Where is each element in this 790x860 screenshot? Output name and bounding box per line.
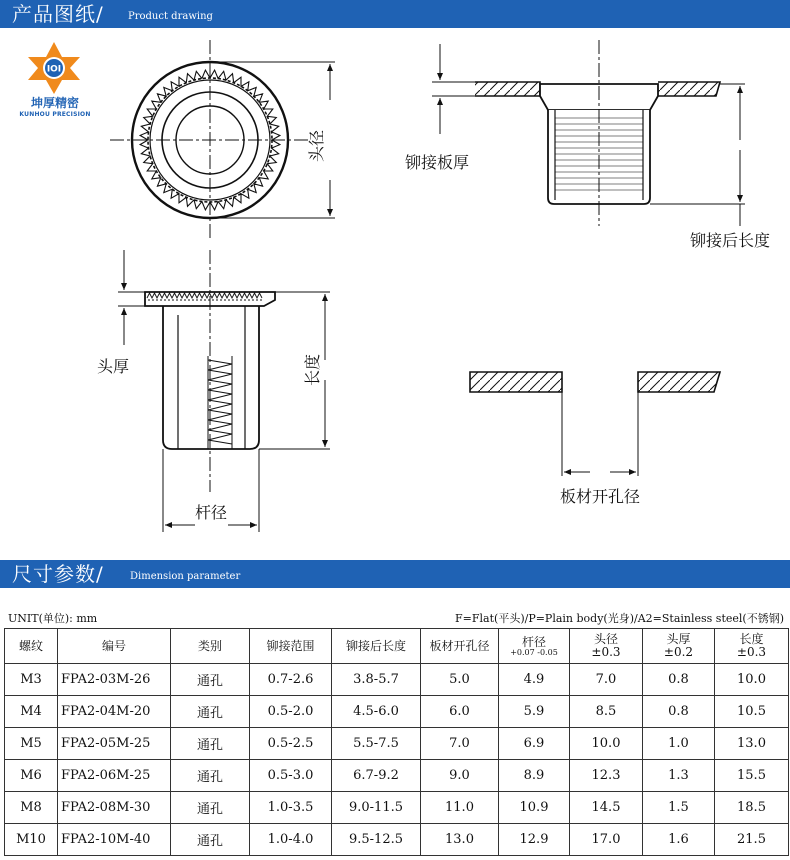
table-header-row bbox=[5, 629, 789, 664]
cell-code: FPA2-08M-30 bbox=[58, 792, 171, 824]
col-thread: 螺纹 bbox=[5, 629, 58, 664]
cell-code: FPA2-05M-25 bbox=[58, 728, 171, 760]
cell-head-dia: 14.5 bbox=[570, 792, 643, 824]
col-hole: 板材开孔径 bbox=[421, 629, 499, 664]
table-row bbox=[5, 664, 789, 696]
cell-length: 18.5 bbox=[715, 792, 789, 824]
brand-name-en: KUNHOU PRECISION bbox=[19, 111, 91, 118]
plate-thickness-label: 铆接板厚 bbox=[405, 153, 470, 172]
cell-grip: 1.0-3.5 bbox=[250, 792, 332, 824]
cell-head-dia: 7.0 bbox=[570, 664, 643, 696]
svg-text:IOI: IOI bbox=[46, 64, 62, 75]
cell-type: 通孔 bbox=[171, 728, 250, 760]
cell-length: 10.0 bbox=[715, 664, 789, 696]
table-row bbox=[5, 696, 789, 728]
cell-grip: 0.5-2.5 bbox=[250, 728, 332, 760]
cell-length-after: 4.5-6.0 bbox=[332, 696, 421, 728]
section-title-en: Dimension parameter bbox=[130, 571, 241, 582]
section-title-cn: 产品图纸/ bbox=[12, 2, 104, 26]
col-head-dia: 头径 ±0.3 bbox=[570, 629, 643, 664]
cell-shank: 8.9 bbox=[499, 760, 570, 792]
table-row bbox=[5, 792, 789, 824]
col-shank: 杆径 +0.07 -0.05 bbox=[499, 629, 570, 664]
cell-grip: 1.0-4.0 bbox=[250, 824, 332, 856]
plate-hole-view bbox=[470, 372, 720, 476]
cell-length-after: 5.5-7.5 bbox=[332, 728, 421, 760]
cell-head-thk: 0.8 bbox=[643, 696, 715, 728]
cell-type: 通孔 bbox=[171, 760, 250, 792]
col-head-thk: 头厚 ±0.2 bbox=[643, 629, 715, 664]
cell-length-after: 6.7-9.2 bbox=[332, 760, 421, 792]
cell-shank: 4.9 bbox=[499, 664, 570, 696]
cell-hole: 11.0 bbox=[421, 792, 499, 824]
section-title-cn: 尺寸参数/ bbox=[12, 562, 104, 586]
product-drawing bbox=[0, 28, 790, 558]
cell-shank: 12.9 bbox=[499, 824, 570, 856]
cell-head-thk: 1.5 bbox=[643, 792, 715, 824]
cell-thread: M6 bbox=[5, 760, 58, 792]
col-type: 类别 bbox=[171, 629, 250, 664]
unit-text: UNIT(单位): mm bbox=[8, 612, 98, 625]
cell-type: 通孔 bbox=[171, 664, 250, 696]
cell-thread: M4 bbox=[5, 696, 58, 728]
col-grip: 铆接范围 bbox=[250, 629, 332, 664]
brand-name-cn: 坤厚精密 bbox=[30, 96, 79, 110]
cell-head-thk: 0.8 bbox=[643, 664, 715, 696]
cell-head-dia: 8.5 bbox=[570, 696, 643, 728]
cell-hole: 5.0 bbox=[421, 664, 499, 696]
col-code: 编号 bbox=[58, 629, 171, 664]
material-legend: F=Flat(平头)/P=Plain body(光身)/A2=Stainless steel(不锈钢) bbox=[455, 612, 784, 625]
dimension-parameter-banner bbox=[0, 560, 790, 588]
cell-code: FPA2-10M-40 bbox=[58, 824, 171, 856]
col-length-after: 铆接后长度 bbox=[332, 629, 421, 664]
cell-thread: M10 bbox=[5, 824, 58, 856]
section-title-en: Product drawing bbox=[128, 11, 213, 22]
cell-shank: 6.9 bbox=[499, 728, 570, 760]
col-length: 长度 ±0.3 bbox=[715, 629, 789, 664]
table-row bbox=[5, 760, 789, 792]
cell-type: 通孔 bbox=[171, 792, 250, 824]
cell-head-thk: 1.3 bbox=[643, 760, 715, 792]
cell-code: FPA2-04M-20 bbox=[58, 696, 171, 728]
table-row bbox=[5, 824, 789, 856]
cell-length-after: 9.5-12.5 bbox=[332, 824, 421, 856]
cell-length: 21.5 bbox=[715, 824, 789, 856]
cell-head-thk: 1.0 bbox=[643, 728, 715, 760]
top-view bbox=[110, 40, 335, 240]
cell-head-dia: 17.0 bbox=[570, 824, 643, 856]
length-after-riveting-label: 铆接后长度 bbox=[690, 231, 771, 250]
cell-hole: 6.0 bbox=[421, 696, 499, 728]
cell-thread: M8 bbox=[5, 792, 58, 824]
shank-diameter-label: 杆径 bbox=[194, 503, 228, 522]
side-view bbox=[118, 250, 330, 532]
head-diameter-label: 头径 bbox=[307, 129, 326, 163]
cell-shank: 10.9 bbox=[499, 792, 570, 824]
table-row bbox=[5, 728, 789, 760]
hole-diameter-label: 板材开孔径 bbox=[559, 487, 641, 506]
cell-thread: M5 bbox=[5, 728, 58, 760]
cell-length-after: 9.0-11.5 bbox=[332, 792, 421, 824]
cell-thread: M3 bbox=[5, 664, 58, 696]
head-thickness-label: 头厚 bbox=[97, 357, 130, 376]
cell-code: FPA2-06M-25 bbox=[58, 760, 171, 792]
cell-length-after: 3.8-5.7 bbox=[332, 664, 421, 696]
cell-grip: 0.7-2.6 bbox=[250, 664, 332, 696]
cell-hole: 7.0 bbox=[421, 728, 499, 760]
dimension-table bbox=[4, 628, 789, 856]
cell-code: FPA2-03M-26 bbox=[58, 664, 171, 696]
cell-type: 通孔 bbox=[171, 696, 250, 728]
cell-head-dia: 10.0 bbox=[570, 728, 643, 760]
cell-shank: 5.9 bbox=[499, 696, 570, 728]
installed-view bbox=[432, 40, 745, 226]
cell-hole: 9.0 bbox=[421, 760, 499, 792]
cell-type: 通孔 bbox=[171, 824, 250, 856]
cell-length: 13.0 bbox=[715, 728, 789, 760]
cell-length: 15.5 bbox=[715, 760, 789, 792]
cell-length: 10.5 bbox=[715, 696, 789, 728]
length-label: 长度 bbox=[303, 353, 322, 387]
cell-head-dia: 12.3 bbox=[570, 760, 643, 792]
cell-head-thk: 1.6 bbox=[643, 824, 715, 856]
cell-hole: 13.0 bbox=[421, 824, 499, 856]
cell-grip: 0.5-2.0 bbox=[250, 696, 332, 728]
cell-grip: 0.5-3.0 bbox=[250, 760, 332, 792]
product-drawing-banner bbox=[0, 0, 790, 28]
